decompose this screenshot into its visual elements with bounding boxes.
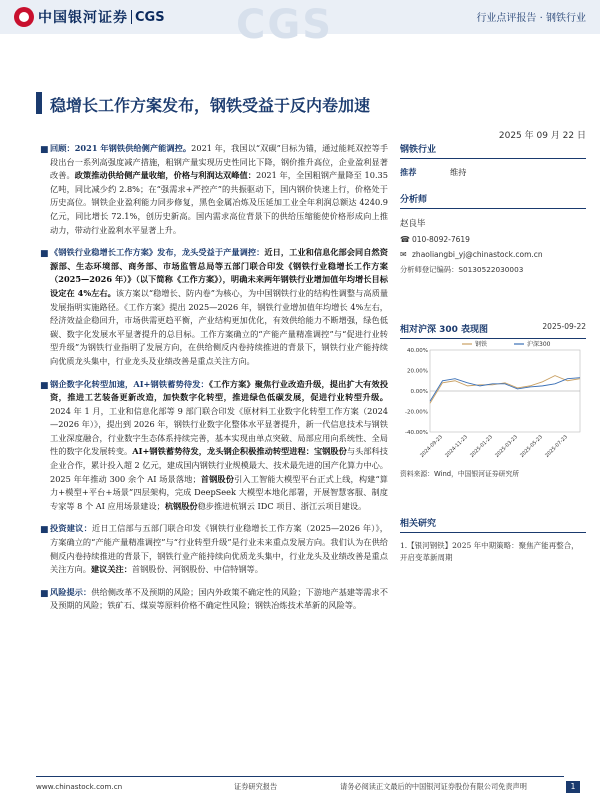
bullet-icon: ■ xyxy=(40,249,49,260)
footer-disclaimer: 请务必阅读正文最后的中国银河证券股份有限公司免责声明 xyxy=(340,782,527,791)
paragraph-text: AI+钢铁蓄势待发，龙头钢企积极推动转型进程：宝钢股份 xyxy=(132,446,347,457)
chart-legend-label: 钢铁 xyxy=(475,341,488,348)
rating-value: 维持 xyxy=(450,167,467,177)
chart-x-tick-label: 2025-03-23 xyxy=(494,434,519,459)
analyst-phone: 010-8092-7619 xyxy=(412,235,470,244)
paragraph-text: 供给侧改革不及预期的风险；国内外政策不确定性的风险；下游地产基建等需求不及预期的风险；铁矿石、煤炭等原料价格不确定性风险；钢铁冶炼技术革新的风险等。 xyxy=(50,586,388,611)
paragraph-4 xyxy=(42,522,388,576)
brand-logo xyxy=(14,6,165,28)
logo-icon xyxy=(14,7,34,27)
title-accent-bar xyxy=(36,92,42,114)
bullet-icon: ■ xyxy=(40,588,49,599)
phone-row xyxy=(400,235,586,244)
main-body xyxy=(42,142,388,622)
paragraph-1 xyxy=(42,142,388,237)
page-number: 1 xyxy=(566,781,580,793)
sidebar xyxy=(400,142,586,275)
related-research-heading: 相关研究 xyxy=(400,516,586,533)
chart-x-tick-label: 2024-11-23 xyxy=(444,434,469,459)
phone-icon: ☎ xyxy=(400,235,410,244)
analyst-name: 赵良毕 xyxy=(400,219,426,229)
bullet-icon: ■ xyxy=(40,525,49,536)
footer-divider xyxy=(36,776,564,777)
paragraph-text: 2021 年，我国以“双碳”目标为锚，通过能耗双控等手段出台一系列高强度减产措施，粗钢产量实现历史性同比下降，钢价推升高位，企业盈利显著改善。 xyxy=(50,143,389,181)
paragraph-text: 《工作方案》聚焦行业改造升级，提出扩大有效投资，推进工艺装备更新改造，加快数字化转型，推进绿色低碳发展，促进行业转型升级。 xyxy=(50,378,389,403)
chart-series-line-1 xyxy=(430,376,580,404)
paragraph-text: 首钢股份 xyxy=(200,473,235,484)
paragraph-text: 2021 年，全国粗钢产量降至 10.35 亿吨，同比减少约 2.8%；在“强需求+严控产”的共振驱动下，国内钢价快速上行，价格处于历史高位。钢铁企业盈利能力同步修复，黑色金属冶炼及压延加工业全年利润总额达 4240.9 亿元，同比增长 72.1%，创历史新高。国内需求高位背景下的供给压缩能使价格形成向上推动力，带动行业盈利水平显著上升。 xyxy=(50,170,388,235)
report-title: 稳增长工作方案发布，钢铁受益于反内卷加速 xyxy=(50,96,371,115)
related-research-item: 1.【银河钢铁】2025 年中期策略：聚焦产能再整合，开启变革新周期 xyxy=(400,541,579,562)
report-category xyxy=(476,9,586,24)
report-type: 行业点评报告 xyxy=(476,13,537,24)
analyst-registration: 分析师登记编码：S0130522030003 xyxy=(400,265,524,274)
paragraph-5 xyxy=(42,586,388,613)
chart-x-tick-label: 2025-01-23 xyxy=(469,434,494,459)
analyst-heading: 分析师 xyxy=(400,192,586,209)
rating-row xyxy=(400,167,586,178)
paragraph-text: 稳步推进杭钢云 IDC 项目、浙江云项目建设。 xyxy=(197,500,367,511)
category-separator: · xyxy=(539,13,543,24)
bullet-icon: ■ xyxy=(40,145,49,155)
chart-date: 2025-09-22 xyxy=(542,322,586,331)
relative-performance-chart xyxy=(400,336,586,470)
paragraph-text: 该方案以“稳增长、防内卷”为核心，为中国钢铁行业的结构性调整与高质量发展指明实施路径。《工作方案》提出 2025—2026 年，钢铁行业增加值年均增长 4%左右，经济效益企稳回升，市场供需更趋平衡，产业结构更加优化，有效供给能力不断增强，绿色低碳、数字化发展水平显著提升的总目标。工作方案确立的“产能产量精准调控”与“促进行业转型升级”为钢铁行业指明了发展方向，在供给侧反内卷持续推进的背景下，钢铁行业产能持续向优质龙头集中，行业龙头及业绩改善是重点关注方向。 xyxy=(50,287,389,366)
chart-y-tick-label: -40.00% xyxy=(405,430,428,436)
chart-y-tick-label: 0.00% xyxy=(410,389,428,395)
email-row xyxy=(400,250,586,259)
header-watermark: CGS xyxy=(236,2,333,48)
rating-label: 推荐 xyxy=(400,167,417,177)
chart-y-tick-label: 40.00% xyxy=(407,348,428,354)
paragraph-text: 风险提示： xyxy=(50,586,92,597)
brand-name-en: CGS xyxy=(135,9,165,25)
report-date: 2025 年 09 月 22 日 xyxy=(498,131,586,141)
chart-x-tick-label: 2025-07-23 xyxy=(544,434,569,459)
brand-divider xyxy=(131,10,132,24)
paragraph-text: 钢企数字化转型加速，AI+钢铁蓄势待发： xyxy=(50,378,209,389)
paragraph-text: 投资建议： xyxy=(50,523,92,534)
paragraph-3 xyxy=(42,378,388,514)
paragraph-text: 引入工智能大模型平台正式上线，构建“算力+模型+平台+场景”四层架构，完成 DeepSeek 大模型本地化部署，开展智慧客服、制度专家等 8 个 AI 应用场景建设； xyxy=(50,473,388,511)
chart-title: 相对沪深 300 表现图 xyxy=(400,325,489,335)
paragraph-text: 近日工信部与五部门联合印发《钢铁行业稳增长工作方案（2025—2026 年）》，方案确立的“产能产量精准调控”与“行业转型升级”是行业未来重点发展方向。我们认为在供给侧反内卷持续推进的背景下，钢铁行业产能持续向优质龙头集中，行业龙头及业绩改善是重点关注方向。 xyxy=(50,523,388,575)
report-industry: 钢铁行业 xyxy=(546,13,586,24)
chart-legend-label: 沪深300 xyxy=(527,341,551,348)
paragraph-2 xyxy=(42,246,388,368)
chart-x-tick-label: 2024-09-23 xyxy=(419,434,444,459)
sidebar-industry-heading: 钢铁行业 xyxy=(400,142,586,159)
brand-name-cn: 中国银河证券 xyxy=(38,10,128,26)
paragraph-text: 与头部科技企业合作，累计投入超 2 亿元，建成国内钢铁行业规模最大、技术最先进的国产化算力中心。2025 年年推动 300 余个 AI 场景落地； xyxy=(50,446,388,484)
paragraph-text: 《钢铁行业稳增长工作方案》发布，龙头受益于产量调控： xyxy=(50,247,265,258)
paragraph-text: 2024 年 1 月，工业和信息化部等 9 部门联合印发《原材料工业数字化转型工作方案（2024—2026 年）》，提出到 2026 年，钢铁行业数字化整体水平显著提升，新一代信息技术与钢铁工业深度融合，行业数字生态体系持续完善，基本实现由单点突破、局部应用向系统性、全局性的数字化发展转变。 xyxy=(50,405,388,457)
chart-y-tick-label: 20.00% xyxy=(407,368,428,375)
chart-source: 资料来源：Wind，中国银河证券研究所 xyxy=(400,470,520,478)
paragraph-text: 政策推动供给侧产量收缩，价格与利润达双峰值： xyxy=(74,170,256,181)
paragraph-text: 建议关注： xyxy=(90,564,132,575)
paragraph-text: 首钢股份、河钢股份、中信特钢等。 xyxy=(131,564,263,575)
paragraph-text: 杭钢股份 xyxy=(164,500,198,511)
footer-report-label: 证券研究报告 xyxy=(234,782,278,791)
chart-x-tick-label: 2025-05-23 xyxy=(519,434,544,459)
paragraph-text: 回顾：2021 年钢铁供给侧产能调控。 xyxy=(50,143,192,153)
email-icon: ✉ xyxy=(400,250,407,259)
paragraph-text: 近日，工业和信息化部会同自然资源部、生态环境部、商务部、市场监管总局等五部门联合印发《钢铁行业稳增长工作方案（2025—2026 年）》（以下简称《工作方案》），明确未来两年钢铁行业增加值年均增长目标设定在 4%左右。 xyxy=(50,247,388,298)
analyst-email: zhaoliangbi_yj@chinastock.com.cn xyxy=(412,250,543,259)
footer-website: www.chinastock.com.cn xyxy=(36,782,123,791)
chart-y-tick-label: -20.00% xyxy=(405,409,428,416)
bullet-icon: ■ xyxy=(40,380,49,391)
